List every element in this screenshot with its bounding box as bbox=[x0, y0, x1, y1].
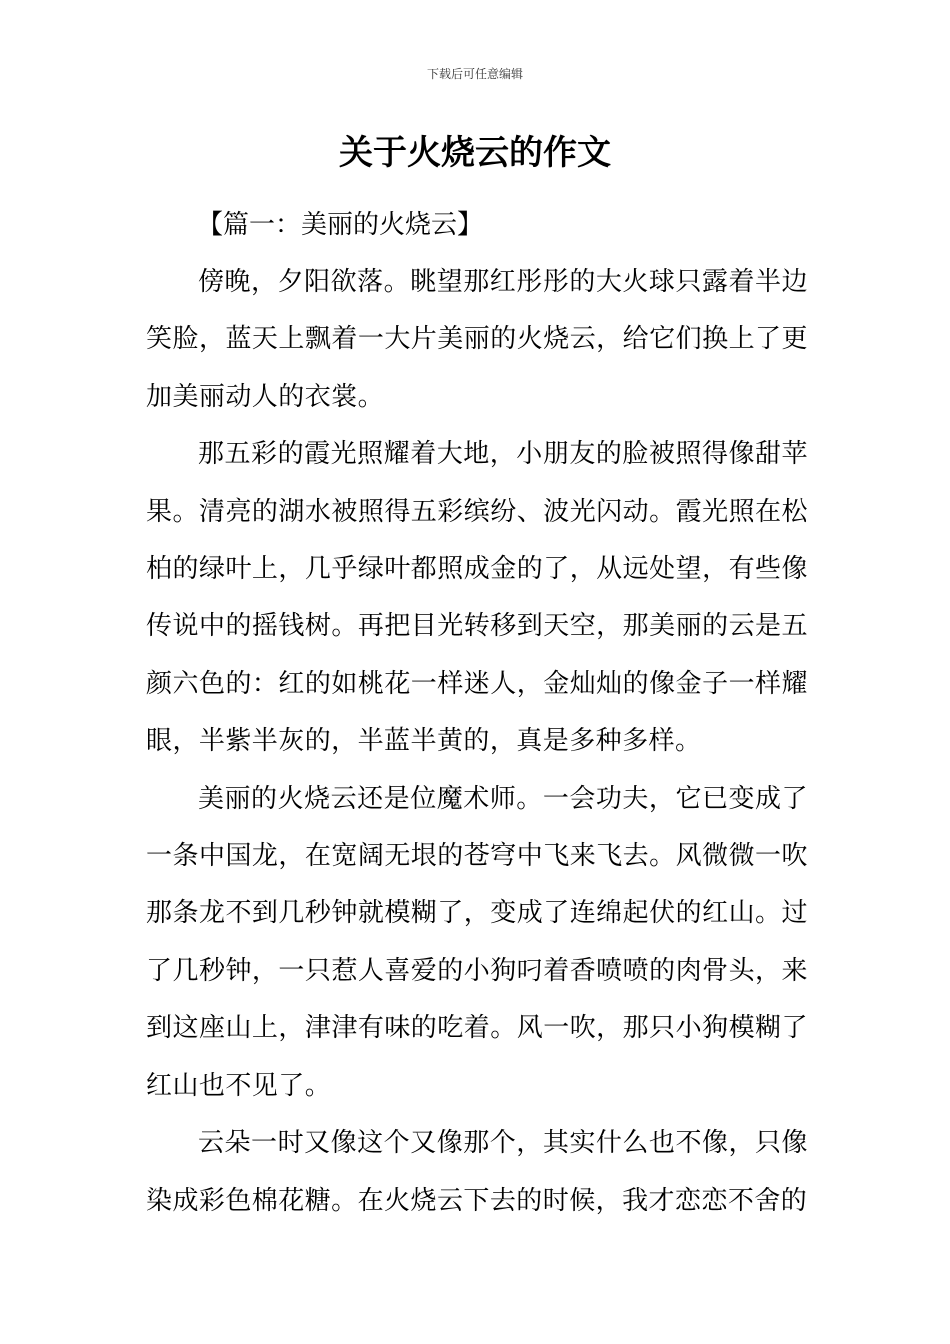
paragraph-3: 美丽的火烧云还是位魔术师。一会功夫，它已变成了一条中国龙，在宽阔无垠的苍穹中飞来飞去。风微微一吹那条龙不到几秒钟就模糊了，变成了连绵起伏的红山。过了几秒钟，一只惹人喜爱的小狗叼着香喷喷的肉骨头，来到这座山上，津津有味的吃着。风一吹，那只小狗模糊了红山也不见了。 bbox=[146, 783, 808, 1101]
section-heading: 【篇一：美丽的火烧云】 bbox=[197, 210, 484, 240]
header-note: 下载后可任意编辑 bbox=[426, 67, 523, 81]
paragraph-2: 那五彩的霞光照耀着大地，小朋友的脸被照得像甜苹果。清亮的湖水被照得五彩缤纷、波光闪动。霞光照在松柏的绿叶上，几乎绿叶都照成金的了，从远处望，有些像传说中的摇钱树。再把目光转移到天空，那美丽的云是五颜六色的：红的如桃花一样迷人，金灿灿的像金子一样耀眼，半紫半灰的，半蓝半黄的，真是多种多样。 bbox=[146, 439, 808, 757]
article-body bbox=[146, 254, 808, 1230]
paragraph-1: 傍晚，夕阳欲落。眺望那红彤彤的大火球只露着半边笑脸，蓝天上飘着一大片美丽的火烧云，给它们换上了更加美丽动人的衣裳。 bbox=[146, 267, 808, 412]
paragraph-4: 云朵一时又像这个又像那个，其实什么也不像，只像染成彩色棉花糖。在火烧云下去的时候，我才恋恋不舍的 bbox=[146, 1128, 808, 1216]
document-title: 关于火烧云的作文 bbox=[339, 133, 611, 173]
